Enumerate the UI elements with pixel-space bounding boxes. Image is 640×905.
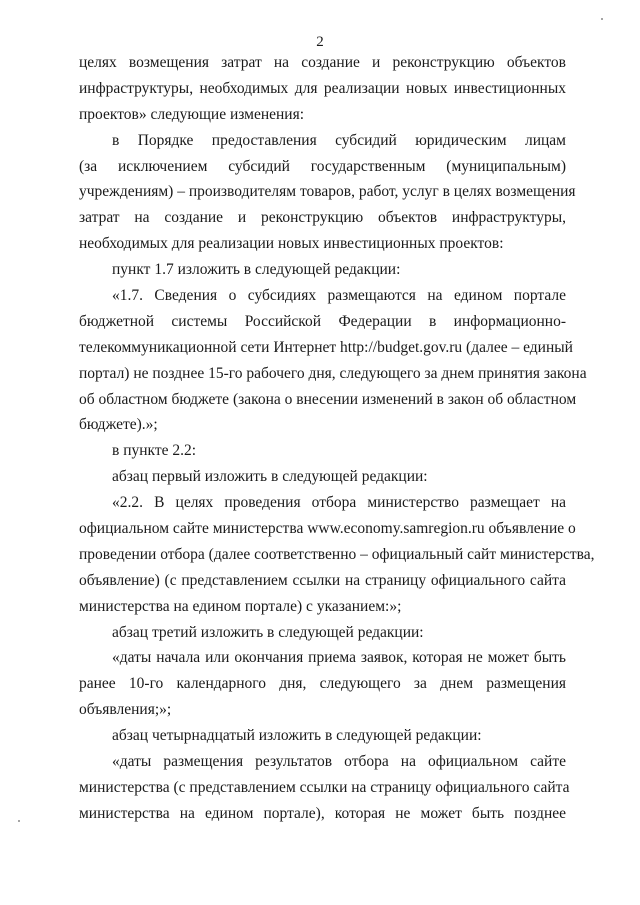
text-line: абзац четырнадцатый изложить в следующей редакции: <box>112 727 482 745</box>
text-line: объявления;»; <box>79 701 172 719</box>
text-line: «2.2. В целях проведения отбора министерство размещает на <box>112 494 566 512</box>
text-line: учреждениям) – производителям товаров, работ, услуг в целях возмещения <box>79 183 576 201</box>
scan-speck <box>601 18 603 20</box>
text-line: бюджете).»; <box>79 416 158 434</box>
text-line: портал) не позднее 15-го рабочего дня, следующего за днем принятия закона <box>79 364 587 382</box>
text-line: объявление) (с представлением ссылки на страницу официального сайта <box>79 571 566 589</box>
text-line: проведении отбора (далее соответственно – официальный сайт министерства, <box>79 545 595 563</box>
text-line: об областном бюджете (закона о внесении изменений в закон об областном <box>79 390 577 408</box>
text-line: необходимых для реализации новых инвестиционных проектов: <box>79 235 504 253</box>
text-line: абзац третий изложить в следующей редакции: <box>112 623 424 641</box>
text-line: «даты размещения результатов отбора на официальном сайте <box>112 753 566 771</box>
scan-speck <box>18 820 20 822</box>
text-line: министерства (с представлением ссылки на страницу официального сайта <box>79 778 570 796</box>
page-number: 2 <box>316 34 324 50</box>
text-line: бюджетной системы Российской Федерации в информационно- <box>79 312 566 330</box>
text-line: инфраструктуры, необходимых для реализации новых инвестиционных <box>79 79 566 97</box>
document-body <box>79 50 595 827</box>
text-line: проектов» следующие изменения: <box>79 105 305 123</box>
text-line: целях возмещения затрат на создание и реконструкцию объектов <box>79 54 566 71</box>
text-line: ранее 10-го календарного дня, следующего за днем размещения <box>79 675 566 693</box>
text-line: затрат на создание и реконструкцию объектов инфраструктуры, <box>79 209 566 227</box>
text-line: (за исключением субсидий государственным (муниципальным) <box>79 157 566 175</box>
text-line: абзац первый изложить в следующей редакции: <box>112 468 428 486</box>
text-line: телекоммуникационной сети Интернет http://budget.gov.ru (далее – единый <box>79 338 573 356</box>
text-line: в Порядке предоставления субсидий юридическим лицам <box>112 131 566 149</box>
text-line: «1.7. Сведения о субсидиях размещаются на едином портале <box>112 287 566 305</box>
text-line: официальном сайте министерства www.economy.samregion.ru объявление о <box>79 520 576 538</box>
text-line: министерства на едином портале) с указанием:»; <box>79 597 402 615</box>
text-line: «даты начала или окончания приема заявок, которая не может быть <box>112 649 566 667</box>
text-line: пункт 1.7 изложить в следующей редакции: <box>112 261 401 279</box>
text-line: министерства на едином портале), которая не может быть позднее <box>79 804 566 822</box>
text-line: в пункте 2.2: <box>112 442 197 460</box>
